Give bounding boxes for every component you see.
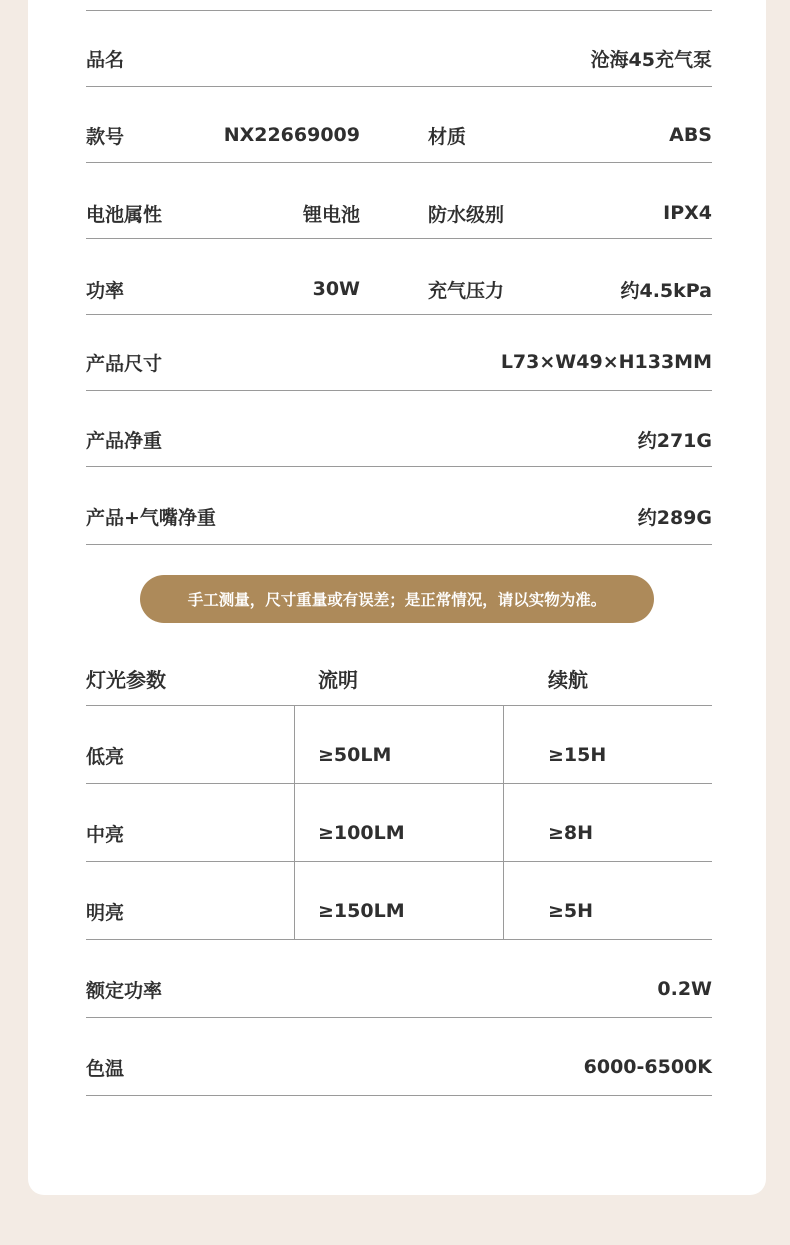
spec-value: 30W	[312, 278, 360, 300]
spec-label: 产品净重	[86, 429, 163, 452]
table-cell: ≥50LM	[318, 744, 392, 766]
spec-label: 防水级别	[428, 203, 505, 226]
divider	[86, 544, 712, 545]
table-cell: ≥100LM	[318, 822, 405, 844]
divider	[86, 705, 712, 706]
spec-value: L73×W49×H133MM	[500, 351, 712, 373]
spec-label: 充气压力	[428, 279, 505, 302]
spec-row-size	[86, 342, 712, 382]
divider	[86, 390, 712, 391]
divider	[86, 939, 712, 940]
spec-label: 材质	[428, 125, 467, 148]
spec-value: ABS	[669, 124, 712, 146]
spec-label: 额定功率	[86, 979, 163, 1002]
spec-value: 6000-6500K	[583, 1056, 712, 1078]
table-cell: ≥15H	[548, 744, 607, 766]
spec-value: 约4.5kPa	[620, 279, 712, 302]
divider	[86, 10, 712, 11]
spec-row-color-temp	[86, 1047, 712, 1087]
table-cell: 中亮	[86, 823, 125, 846]
spec-label: 产品+气嘴净重	[86, 506, 216, 529]
spec-label: 功率	[86, 279, 125, 302]
spec-row-rated-power	[86, 969, 712, 1009]
table-cell: ≥8H	[548, 822, 594, 844]
spec-value: 沧海45充气泵	[590, 48, 712, 71]
table-column-divider	[294, 706, 295, 939]
measurement-notice: 手工测量，尺寸重量或有误差；是正常情况，请以实物为准。	[140, 575, 654, 623]
divider	[86, 783, 712, 784]
spec-value: NX22669009	[223, 124, 360, 146]
spec-row-gross-weight	[86, 496, 712, 536]
spec-label: 色温	[86, 1057, 125, 1080]
divider	[86, 1095, 712, 1096]
spec-label: 品名	[86, 48, 125, 71]
spec-row-model	[86, 115, 712, 155]
divider	[86, 1017, 712, 1018]
spec-value: 约289G	[637, 506, 712, 529]
table-header-param: 灯光参数	[86, 667, 166, 692]
table-column-divider	[503, 706, 504, 939]
spec-label: 产品尺寸	[86, 352, 163, 375]
divider	[86, 238, 712, 239]
divider	[86, 861, 712, 862]
table-cell: 低亮	[86, 745, 125, 768]
divider	[86, 466, 712, 467]
table-cell: ≥5H	[548, 900, 594, 922]
table-header-lumen: 流明	[318, 667, 358, 692]
spec-row-power	[86, 269, 712, 309]
table-cell: 明亮	[86, 901, 125, 924]
divider	[86, 162, 712, 163]
spec-row-name	[86, 38, 712, 78]
table-header-runtime: 续航	[548, 667, 588, 692]
spec-row-weight	[86, 419, 712, 459]
spec-row-battery	[86, 193, 712, 233]
spec-value: IPX4	[663, 202, 712, 224]
divider	[86, 86, 712, 87]
table-cell: ≥150LM	[318, 900, 405, 922]
spec-label: 电池属性	[86, 203, 163, 226]
spec-label: 款号	[86, 125, 125, 148]
divider	[86, 314, 712, 315]
spec-value: 0.2W	[657, 978, 712, 1000]
spec-value: 锂电池	[302, 203, 360, 226]
spec-value: 约271G	[637, 429, 712, 452]
